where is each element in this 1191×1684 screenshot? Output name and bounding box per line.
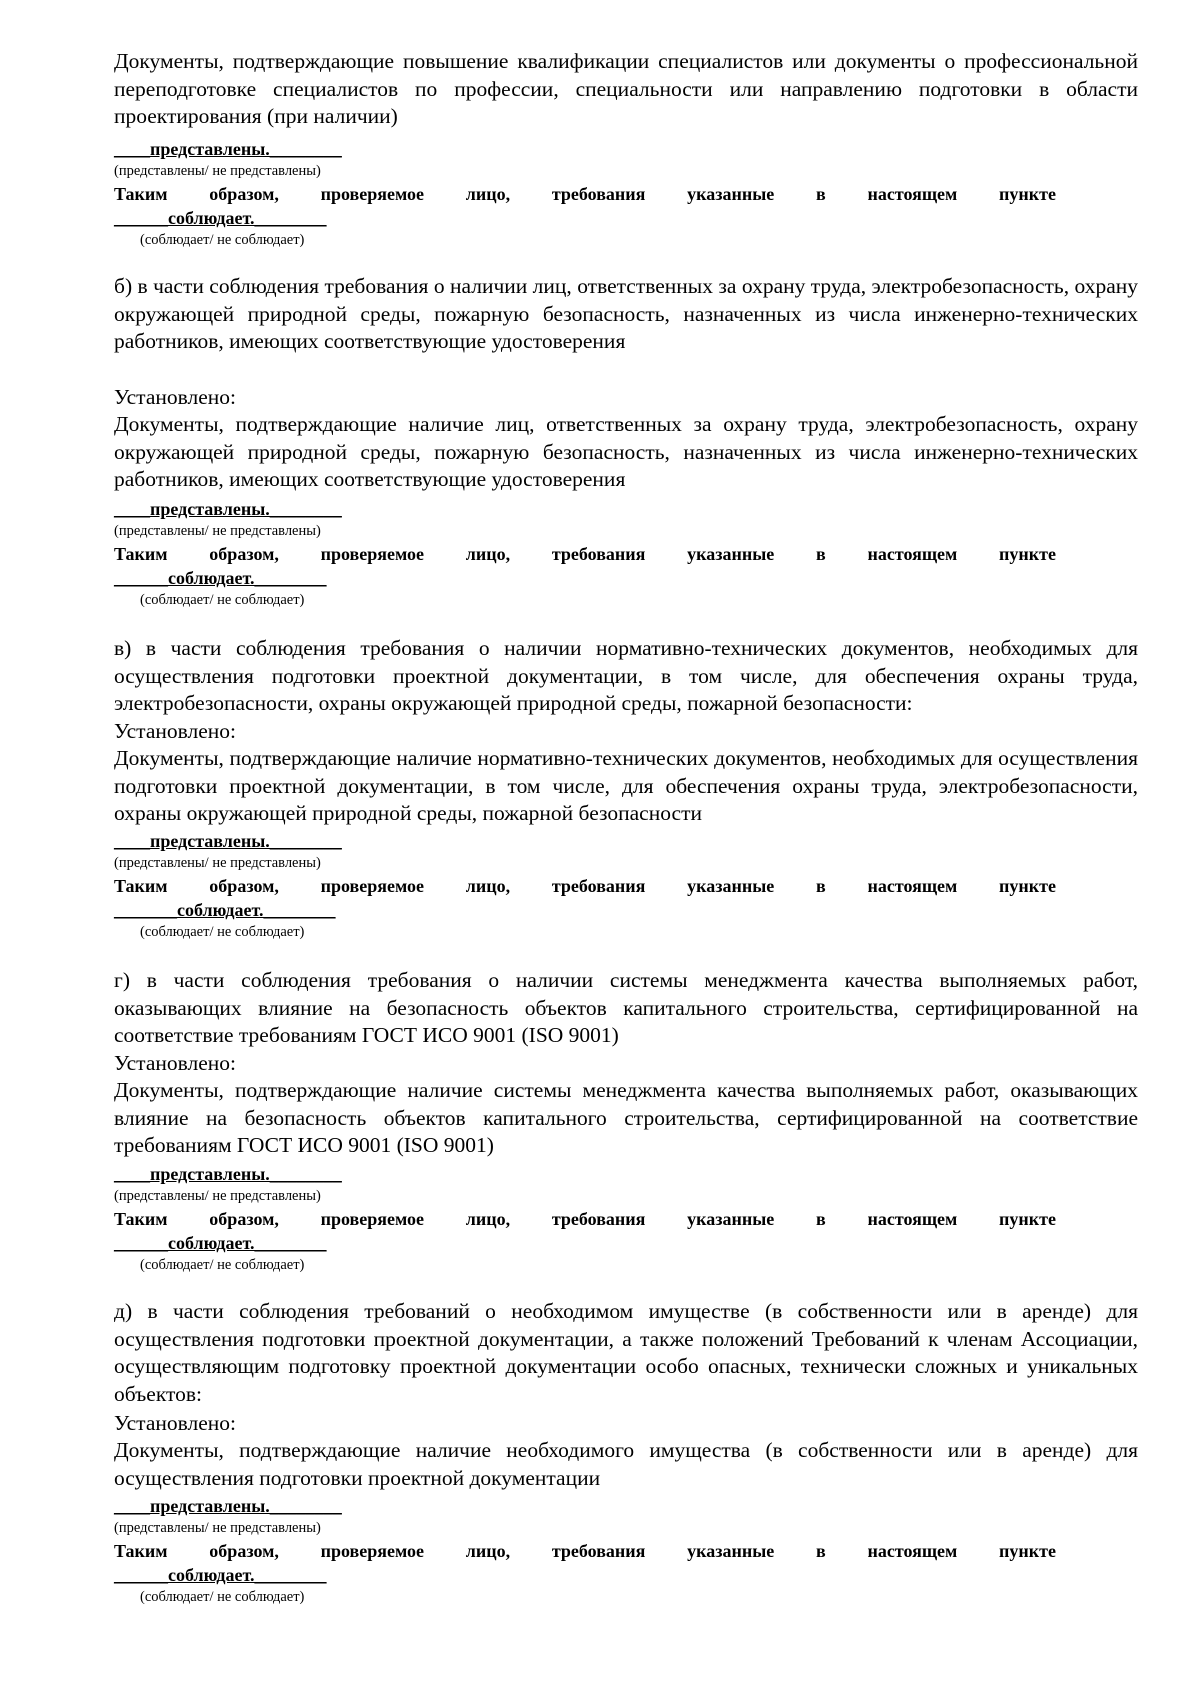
paragraph-section-v-docs: Документы, подтверждающие наличие нормативно-технических документов, необходимых для осуществления подготовки проектной документации, в том числе, для обеспечения охраны труда, электробезопасности, охраны окружающей природной среды, пожарной безопасности (114, 746, 1138, 825)
fill-in-complies (114, 1564, 326, 1586)
established-label: Установлено: (114, 719, 237, 743)
paragraph-section-g: г) в части соблюдения требования о наличии системы менеджмента качества выполняемых работ, оказывающих влияние на безопасность объектов капитального строительства, сертифицированной на соответствие требованиям ГОСТ ИСО 9001 (ISO 9001) (114, 968, 1138, 1047)
fill-in-submitted (114, 1495, 342, 1517)
conclusion-line: Таким образом, проверяемое лицо, требования указанные в настоящем пункте (114, 1541, 1056, 1561)
paragraph-section-b: б) в части соблюдения требования о наличии лиц, ответственных за охрану труда, электробезопасность, охрану окружающей природной среды, пожарную безопасность, назначенных из числа инженерно-технических работников, имеющих соответствующие удостоверения (114, 274, 1138, 353)
fill-value: ____представлены.________ (114, 1164, 342, 1184)
fill-in-submitted (114, 1163, 342, 1185)
fill-in-complies (114, 899, 335, 921)
conclusion-line: Таким образом, проверяемое лицо, требования указанные в настоящем пункте (114, 544, 1056, 564)
hint-complies-options: (соблюдает/ не соблюдает) (140, 924, 305, 940)
paragraph-section-g-docs: Документы, подтверждающие наличие системы менеджмента качества выполняемых работ, оказывающих влияние на безопасность объектов капитального строительства, сертифицированной на соответствие требованиям ГОСТ ИСО 9001 (ISO 9001) (114, 1078, 1138, 1157)
hint-submitted-options: (представлены/ не представлены) (114, 855, 321, 871)
result-value: ______соблюдает.________ (114, 1565, 327, 1585)
paragraph-section-v: в) в части соблюдения требования о наличии нормативно-технических документов, необходимых для осуществления подготовки проектной документации, в том числе, для обеспечения охраны труда, электробезопасности, охраны окружающей природной среды, пожарной безопасности: (114, 636, 1138, 715)
fill-value: ____представлены.________ (114, 831, 342, 851)
hint-complies-options: (соблюдает/ не соблюдает) (140, 1257, 305, 1273)
hint-submitted-options: (представлены/ не представлены) (114, 163, 321, 179)
hint-complies-options: (соблюдает/ не соблюдает) (140, 1589, 305, 1605)
result-value: ______соблюдает.________ (114, 208, 327, 228)
conclusion-line: Таким образом, проверяемое лицо, требования указанные в настоящем пункте (114, 184, 1056, 204)
fill-in-complies (114, 207, 326, 229)
established-label: Установлено: (114, 1051, 237, 1075)
paragraph-section-d-docs: Документы, подтверждающие наличие необходимого имущества (в собственности или в аренде) для осуществления подготовки проектной документации (114, 1438, 1138, 1490)
fill-value: ____представлены.________ (114, 1496, 342, 1516)
fill-value: ____представлены.________ (114, 139, 342, 159)
paragraph-section-b-docs: Документы, подтверждающие наличие лиц, ответственных за охрану труда, электробезопасность, охрану окружающей природной среды, пожарную безопасность, назначенных из числа инженерно-технических работников, имеющих соответствующие удостоверения (114, 412, 1138, 491)
hint-complies-options: (соблюдает/ не соблюдает) (140, 592, 305, 608)
hint-complies-options: (соблюдает/ не соблюдает) (140, 232, 305, 248)
result-value: _______соблюдает.________ (114, 900, 336, 920)
fill-in-complies (114, 567, 326, 589)
conclusion-line: Таким образом, проверяемое лицо, требования указанные в настоящем пункте (114, 1209, 1056, 1229)
result-value: ______соблюдает.________ (114, 1233, 327, 1253)
fill-in-submitted (114, 830, 342, 852)
fill-in-submitted (114, 138, 342, 160)
hint-submitted-options: (представлены/ не представлены) (114, 1188, 321, 1204)
fill-in-submitted (114, 498, 342, 520)
paragraph-qualification-docs: Документы, подтверждающие повышение квалификации специалистов или документы о профессиональной переподготовке специалистов по профессии, специальности или направлению подготовки в области проектирования (при наличии) (114, 49, 1138, 128)
fill-in-complies (114, 1232, 326, 1254)
established-label: Установлено: (114, 1411, 237, 1435)
hint-submitted-options: (представлены/ не представлены) (114, 1520, 321, 1536)
result-value: ______соблюдает.________ (114, 568, 327, 588)
fill-value: ____представлены.________ (114, 499, 342, 519)
paragraph-section-d: д) в части соблюдения требований о необходимом имуществе (в собственности или в аренде) для осуществления подготовки проектной документации, а также положений Требований к членам Ассоциации, осуществляющим подготовку проектной документации особо опасных, технически сложных и уникальных объектов: (114, 1299, 1138, 1406)
established-label: Установлено: (114, 385, 237, 409)
hint-submitted-options: (представлены/ не представлены) (114, 523, 321, 539)
conclusion-line: Таким образом, проверяемое лицо, требования указанные в настоящем пункте (114, 876, 1056, 896)
